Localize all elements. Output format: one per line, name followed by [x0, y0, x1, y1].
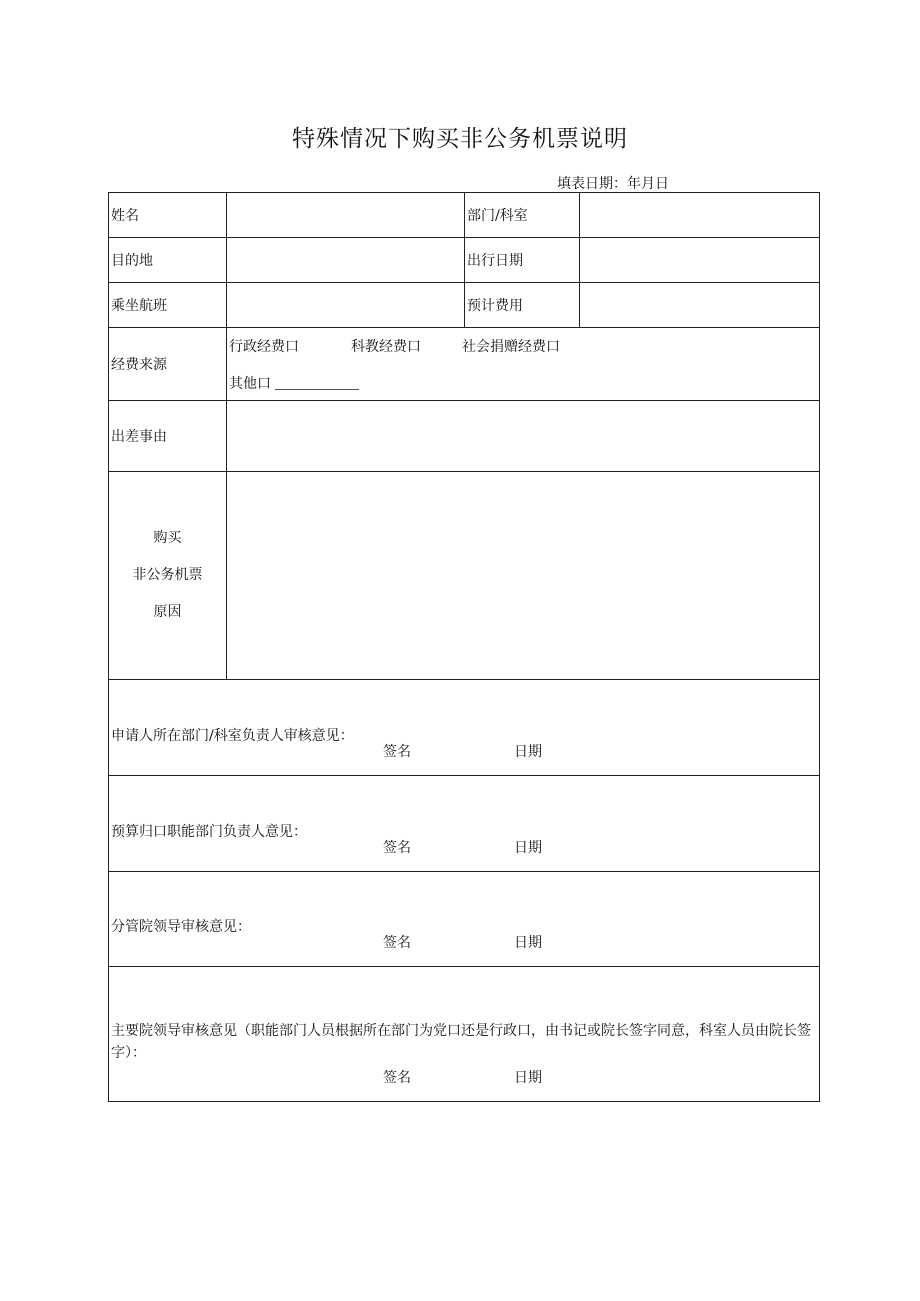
funding-option-research[interactable]: 科教经费口 — [351, 338, 421, 355]
budget-review-cell[interactable] — [109, 776, 820, 872]
dept-review-opinion: 申请人所在部门/科室负责人审核意见： — [111, 727, 354, 744]
leader-review-date-label: 日期 — [514, 1070, 542, 1086]
row-purchase-reason — [109, 472, 820, 680]
department-label: 部门/科室 — [465, 193, 580, 238]
row-leader-review — [109, 967, 820, 1102]
row-name-department — [109, 193, 820, 238]
application-form-table — [108, 192, 820, 1102]
purchase-reason-label — [109, 472, 227, 680]
trip-reason-label: 出差事由 — [109, 401, 227, 472]
funding-option-admin[interactable]: 行政经费口 — [229, 338, 299, 355]
budget-review-sign-label: 签名 — [383, 840, 411, 856]
vp-review-cell[interactable] — [109, 872, 820, 967]
row-vp-review — [109, 872, 820, 967]
travel-date-input-cell[interactable] — [580, 238, 820, 283]
funding-label: 经费来源 — [109, 328, 227, 401]
leader-review-opinion: 主要院领导审核意见（职能部门人员根据所在部门为党口还是行政口，由书记或院长签字同意，科室人员由院长签字）： — [111, 1023, 811, 1061]
funding-options-cell — [227, 328, 820, 401]
destination-label: 目的地 — [109, 238, 227, 283]
row-funding-source — [109, 328, 820, 401]
vp-review-sign-label: 签名 — [383, 935, 411, 951]
budget-review-date-label: 日期 — [514, 840, 542, 856]
leader-review-cell[interactable] — [109, 967, 820, 1102]
vp-review-sign-line — [383, 932, 542, 952]
estimated-cost-label: 预计费用 — [465, 283, 580, 328]
purchase-reason-label-line-1: 购买 — [153, 530, 182, 546]
vp-review-opinion: 分管院领导审核意见： — [111, 919, 251, 935]
dept-review-date-label: 日期 — [514, 744, 542, 760]
funding-options-line-1 — [229, 336, 817, 356]
fill-date-label: 填表日期：年月日 — [557, 176, 669, 192]
leader-review-sign-line — [383, 1067, 542, 1087]
funding-option-donation[interactable]: 社会捐赠经费口 — [462, 338, 560, 355]
name-input-cell[interactable] — [227, 193, 465, 238]
dept-review-sign-line — [383, 741, 542, 761]
row-flight-cost — [109, 283, 820, 328]
dept-review-cell[interactable] — [109, 680, 820, 776]
row-destination-date — [109, 238, 820, 283]
funding-other-blank[interactable] — [275, 375, 359, 390]
purchase-reason-label-line-3: 原因 — [153, 604, 182, 620]
name-label: 姓名 — [109, 193, 227, 238]
leader-review-sign-label: 签名 — [383, 1070, 411, 1086]
budget-review-sign-line — [383, 837, 542, 857]
travel-date-label: 出行日期 — [465, 238, 580, 283]
purchase-reason-input-cell[interactable] — [227, 472, 820, 680]
vp-review-date-label: 日期 — [514, 935, 542, 951]
dept-review-sign-label: 签名 — [383, 744, 411, 760]
estimated-cost-input-cell[interactable] — [580, 283, 820, 328]
flight-label: 乘坐航班 — [109, 283, 227, 328]
funding-options-line-2 — [229, 373, 817, 393]
form-title: 特殊情况下购买非公务机票说明 — [292, 126, 628, 152]
funding-option-other[interactable]: 其他口 — [229, 375, 271, 392]
budget-review-opinion: 预算归口职能部门负责人意见： — [111, 823, 307, 840]
purchase-reason-label-line-2: 非公务机票 — [132, 567, 203, 583]
destination-input-cell[interactable] — [227, 238, 465, 283]
row-trip-reason — [109, 401, 820, 472]
trip-reason-input-cell[interactable] — [227, 401, 820, 472]
row-dept-review — [109, 680, 820, 776]
flight-input-cell[interactable] — [227, 283, 465, 328]
department-input-cell[interactable] — [580, 193, 820, 238]
row-budget-review — [109, 776, 820, 872]
